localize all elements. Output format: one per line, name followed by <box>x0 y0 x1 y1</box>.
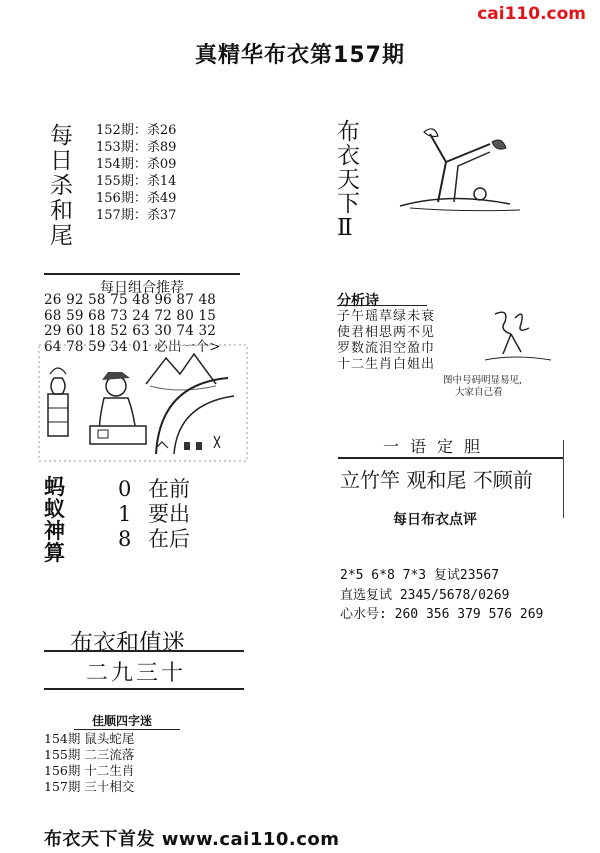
list-item: 157期 三十相交 <box>44 779 135 794</box>
list-item: 155期 二三流落 <box>44 747 135 762</box>
list-item: 154期 鼠头蛇尾 <box>44 731 135 746</box>
daily-sha-label-char: 每 <box>50 123 73 149</box>
buyi-tianxia-char: 布 <box>337 119 360 145</box>
list-item: 153期：杀89 <box>96 140 177 155</box>
yiyu-title: 一语定胆 <box>383 437 492 456</box>
fenxishi-title: 分析诗 <box>337 293 379 309</box>
ant-label-char: 蚂 <box>44 475 65 499</box>
fenxishi-poem <box>337 309 435 373</box>
poem-line: 罗数流泪空盈巾 <box>337 341 436 356</box>
list-item: 29 60 18 52 63 30 74 32 <box>44 323 217 339</box>
ant-number: 0 <box>118 477 132 501</box>
daily-sha-label-char: 和 <box>50 198 73 224</box>
divider <box>44 688 244 690</box>
ant-number: 8 <box>118 527 132 551</box>
dianping-title: 每日布衣点评 <box>393 512 477 528</box>
number-hint-sketch <box>475 304 555 368</box>
fenxishi-caption <box>443 375 522 399</box>
list-item: 152期：杀26 <box>96 123 177 138</box>
daily-sha-list <box>96 122 176 224</box>
list-item: 2*5 6*8 7*3 复试23567 <box>340 568 500 583</box>
buyi-tianxia-char: 天 <box>337 167 360 193</box>
jiashun-title: 佳顺四字迷 <box>92 714 153 728</box>
buyi-tianxia-char: 衣 <box>337 143 360 169</box>
caption-line: 图中号码明显易见, <box>443 375 523 386</box>
poem-line: 使君相思两不见 <box>337 325 436 340</box>
poem-line: 子午瑶草绿未衰 <box>337 309 436 324</box>
heyi-answer: 二九三十 <box>86 661 187 686</box>
ant-label <box>44 476 68 564</box>
list-item <box>118 477 190 502</box>
list-item: 156期 十二生肖 <box>44 763 135 778</box>
buyi-tianxia-char: Ⅱ <box>337 215 353 241</box>
tree-sketch <box>390 122 540 218</box>
divider <box>337 305 427 306</box>
list-item: 154期：杀09 <box>96 157 177 172</box>
ant-text: 在后 <box>148 527 190 551</box>
daily-sha-label-char: 日 <box>50 148 73 174</box>
footer-banner: 布衣天下首发 www.cai110.com <box>44 829 340 850</box>
list-item: 直选复试 2345/5678/0269 <box>340 587 510 603</box>
heyi-title: 布衣和值迷 <box>70 630 185 656</box>
list-item: 64 78 59 34 01 必出一个> <box>44 338 221 355</box>
ant-label-char: 神 <box>44 519 65 543</box>
jiashun-list <box>44 731 134 795</box>
buyi-tianxia-char: 下 <box>337 191 360 217</box>
list-item: 心水号: 260 356 379 576 269 <box>340 607 544 622</box>
list-item: 26 92 58 75 48 96 87 48 <box>44 292 217 308</box>
ant-label-char: 蚁 <box>44 497 65 521</box>
list-item <box>118 527 190 552</box>
ant-predictions <box>118 477 190 552</box>
zuhe-title: 每日组合推荐 <box>44 273 240 297</box>
buyi-tianxia-label <box>337 120 363 240</box>
daily-sha-label-char: 尾 <box>50 223 73 249</box>
list-item <box>118 502 190 527</box>
daily-sha-label-char: 杀 <box>50 173 73 199</box>
caption-line: 大家自己看 <box>455 387 503 398</box>
dianping-numbers <box>340 566 543 625</box>
ant-text: 在前 <box>148 477 190 501</box>
divider <box>44 650 244 652</box>
list-item: 157期：杀37 <box>96 208 177 223</box>
daily-sha-label <box>50 124 76 249</box>
yiyu-text: 立竹竿 观和尾 不顾前 <box>340 468 533 492</box>
list-item: 68 59 68 73 24 72 80 15 <box>44 307 217 324</box>
ant-number: 1 <box>118 502 132 526</box>
list-item: 155期：杀14 <box>96 174 177 189</box>
divider <box>563 440 564 518</box>
page-title: 真精华布衣第157期 <box>195 43 405 68</box>
list-item: 156期：杀49 <box>96 191 177 206</box>
divider <box>338 457 563 459</box>
fortune-teller-sketch <box>38 344 248 462</box>
poem-line: 十二生肖白姐出 <box>337 357 436 372</box>
divider <box>74 729 180 730</box>
ant-label-char: 算 <box>44 541 65 565</box>
site-watermark: cai110.com <box>477 4 586 24</box>
ant-text: 要出 <box>148 502 190 526</box>
